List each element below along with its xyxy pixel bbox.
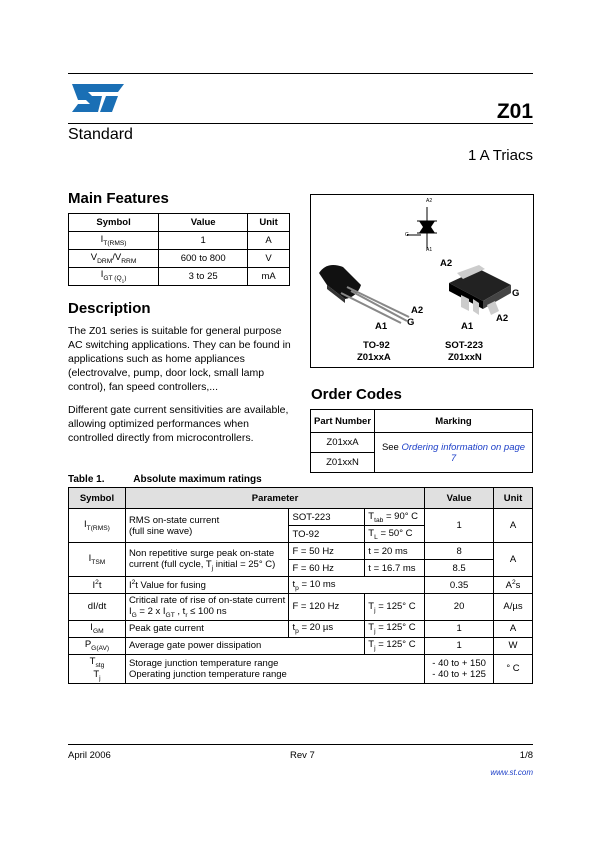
unit-cell: mA (248, 268, 290, 286)
table-header-row (69, 214, 290, 232)
parameter-cell: RMS on-state current (full sine wave) (125, 509, 289, 543)
column-header: Unit (248, 214, 290, 232)
symbol-cell: $I_{GM}$ (69, 620, 126, 637)
value-cell: 1 (425, 620, 494, 637)
parameter-cell: Non repetitive surge peak on-state current (full cycle, $T_j$ initial = 25° C) (125, 543, 289, 577)
sot223-a2-pin-label: A2 (496, 313, 509, 324)
category-label: Standard (68, 126, 133, 143)
column-header: Parameter (125, 488, 424, 509)
symbol-cell: $I_{GT (Q_1)}$ (69, 268, 159, 286)
condition-cell: $t_p = 10$ ms (289, 577, 425, 594)
value-cell: 1 (159, 232, 248, 250)
table-row (69, 577, 533, 594)
condition-cell: t = 16.7 ms (365, 560, 425, 577)
parameter-cell: Storage junction temperature range Operating junction temperature range (125, 654, 424, 683)
table-header-row (69, 488, 533, 509)
footer-rule (68, 744, 533, 745)
value-cell: 1 (425, 637, 494, 654)
main-features-table (68, 213, 290, 286)
value-cell: 1 (425, 509, 494, 543)
symbol-cell: $I_{T(RMS)}$ (69, 232, 159, 250)
table-row (69, 620, 533, 637)
symbol-a2-label: A2 (426, 198, 433, 204)
marking-cell: See Ordering information on page 7 (375, 433, 533, 473)
footer-revision: Rev 7 (290, 750, 315, 761)
unit-cell: W (494, 637, 533, 654)
condition-cell: SOT-223 (289, 509, 365, 526)
column-header: Symbol (69, 488, 126, 509)
sot223-a2-tab-label: A2 (440, 258, 453, 269)
sot223-g-pin-label: G (512, 288, 520, 299)
to92-a1-pin-label: A1 (375, 321, 388, 332)
condition-cell: F = 120 Hz (289, 594, 365, 621)
table-row (69, 543, 533, 560)
column-header: Symbol (69, 214, 159, 232)
footer-page-number: 1/8 (519, 750, 533, 761)
condition-cell: $T_{tab} = 90^\circ$ C (365, 509, 425, 526)
footer-website-link[interactable]: www.st.com (490, 768, 533, 777)
header-rule (68, 123, 533, 124)
symbol-cell: dI/dt (69, 594, 126, 621)
table-row (311, 433, 533, 453)
page-subtitle: 1 A Triacs (467, 147, 533, 164)
unit-cell: V (248, 250, 290, 268)
description-body (68, 324, 296, 454)
top-rule (68, 73, 533, 74)
table-row (69, 232, 290, 250)
column-header: Value (425, 488, 494, 509)
symbol-cell: $I^2t$ (69, 577, 126, 594)
condition-cell: t = 20 ms (365, 543, 425, 560)
part-number: Z01 (496, 100, 533, 123)
st-logo-icon (68, 78, 128, 118)
part-number-cell: Z01xxN (311, 453, 375, 473)
description-paragraph: Different gate current sensitivities are available, allowing optimized performances when controlled directly from microcontrollers. (68, 404, 289, 444)
description-heading: Description (68, 300, 151, 317)
main-features-heading: Main Features (68, 190, 169, 207)
order-codes-heading: Order Codes (311, 386, 402, 403)
table-header-row (311, 410, 533, 433)
unit-cell: A (494, 509, 533, 543)
sot223-package-code: Z01xxN (448, 352, 482, 363)
table1-caption (68, 474, 262, 485)
table-row (69, 594, 533, 621)
part-number-cell: Z01xxA (311, 433, 375, 453)
triac-symbol-icon (403, 199, 443, 257)
order-codes-table (310, 409, 533, 473)
column-header: Marking (375, 410, 533, 433)
value-cell: 0.35 (425, 577, 494, 594)
value-cell: 8.5 (425, 560, 494, 577)
parameter-cell: Critical rate of rise of on-state current $I_G = 2$ x $I_{GT}$ , $t_r \le 100$ ns (125, 594, 289, 621)
table-row (69, 509, 533, 526)
condition-cell: TO-92 (289, 526, 365, 543)
to92-package-code: Z01xxA (357, 352, 391, 363)
to92-package-icon (315, 257, 415, 327)
unit-cell: A/µs (494, 594, 533, 621)
condition-cell: F = 50 Hz (289, 543, 365, 560)
sot223-a1-pin-label: A1 (461, 321, 474, 332)
table-row (69, 268, 290, 286)
unit-cell: A (494, 543, 533, 577)
description-paragraph: The Z01 series is suitable for general purpose AC switching applications. They can be found in applications such as home appliances (electrovalve, pump, door lock, small lamp control), fan speed controllers,... (68, 325, 291, 393)
column-header: Part Number (311, 410, 375, 433)
symbol-cell: $I_{T(RMS)}$ (69, 509, 126, 543)
table1-number: Table 1. (68, 474, 105, 485)
symbol-g-label: G (405, 232, 409, 238)
condition-cell: $T_j = 125^\circ$ C (365, 620, 425, 637)
value-cell: - 40 to + 150 - 40 to + 125 (425, 654, 494, 683)
symbol-a1-label: A1 (426, 247, 433, 253)
value-cell: 20 (425, 594, 494, 621)
condition-cell: $T_j = 125^\circ$ C (365, 594, 425, 621)
sot223-package-name: SOT-223 (445, 340, 484, 351)
package-illustration-box (310, 194, 534, 368)
unit-cell: A (248, 232, 290, 250)
condition-cell: $t_p = 20$ µs (289, 620, 365, 637)
ordering-info-link[interactable]: Ordering information on page 7 (401, 441, 526, 464)
table-row (69, 654, 533, 683)
footer-date: April 2006 (68, 750, 111, 761)
table-row (69, 637, 533, 654)
unit-cell: $A^2s$ (494, 577, 533, 594)
table1-title: Absolute maximum ratings (133, 474, 262, 485)
to92-package-name: TO-92 (363, 340, 390, 351)
parameter-cell: Peak gate current (125, 620, 289, 637)
parameter-cell: $I^2t$ Value for fusing (125, 577, 289, 594)
table-row (69, 250, 290, 268)
column-header: Unit (494, 488, 533, 509)
parameter-cell: Average gate power dissipation (125, 637, 364, 654)
to92-a2-pin-label: A2 (411, 305, 424, 316)
symbol-cell: $V_{DRM}/V_{RRM}$ (69, 250, 159, 268)
condition-cell: F = 60 Hz (289, 560, 365, 577)
symbol-cell: $I_{TSM}$ (69, 543, 126, 577)
value-cell: 8 (425, 543, 494, 560)
symbol-cell: $P_{G(AV)}$ (69, 637, 126, 654)
condition-cell: $T_L = 50^\circ$ C (365, 526, 425, 543)
to92-g-pin-label: G (407, 317, 415, 328)
column-header: Value (159, 214, 248, 232)
symbol-cell: $T_{stg}$ $T_j$ (69, 654, 126, 683)
condition-cell: $T_j = 125^\circ$ C (365, 637, 425, 654)
unit-cell: ° C (494, 654, 533, 683)
value-cell: 600 to 800 (159, 250, 248, 268)
absolute-max-ratings-table (68, 487, 533, 684)
value-cell: 3 to 25 (159, 268, 248, 286)
unit-cell: A (494, 620, 533, 637)
